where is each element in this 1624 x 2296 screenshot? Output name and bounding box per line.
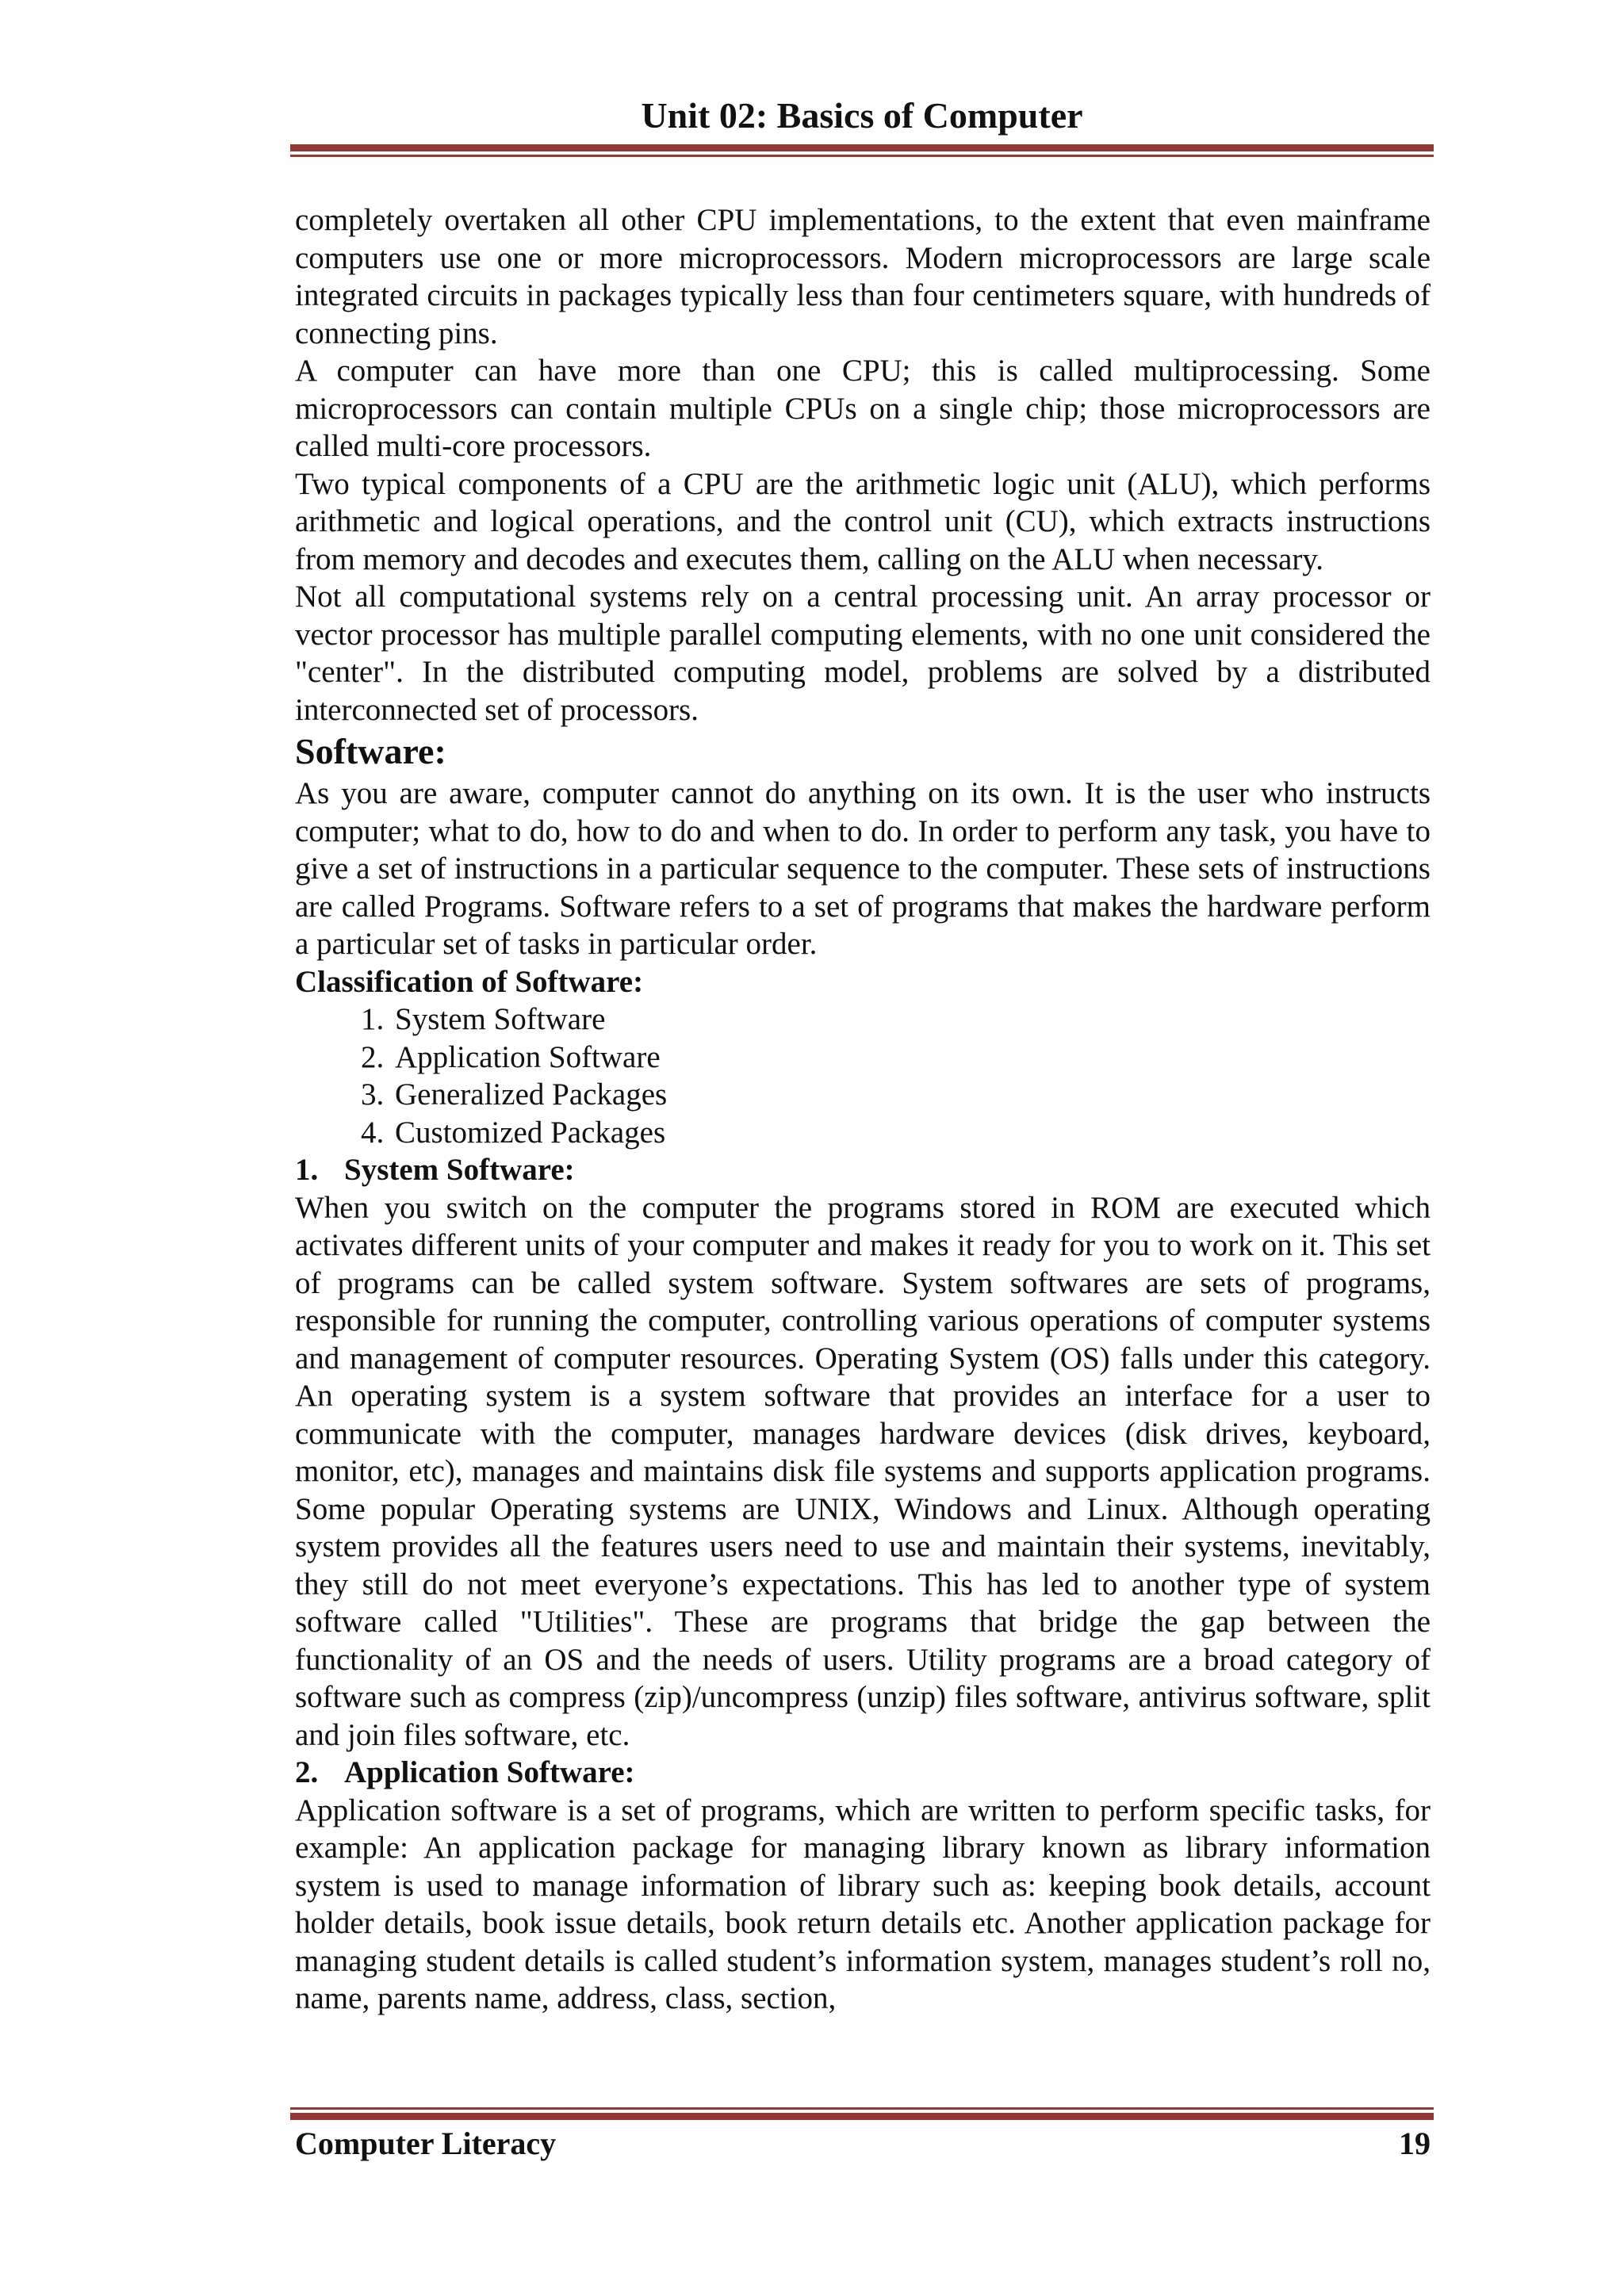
system-software-number: 1. xyxy=(295,1153,319,1187)
page-footer xyxy=(295,2125,1431,2163)
application-software-number: 2. xyxy=(295,1755,319,1789)
footer-rule xyxy=(290,2107,1434,2120)
footer-page-number: 19 xyxy=(1399,2126,1431,2161)
footer-rule-thin xyxy=(290,2107,1434,2110)
software-paragraph: As you are aware, computer cannot do anything on its own. It is the user who instructs computer; what to do, how to do and when to do. In order to perform any task, you have to give a set of instructions in a particular sequence to the computer. These sets of instructions are called Programs. Software refers to a set of programs that makes the hardware perform a particular set of tasks in particular order. xyxy=(295,776,1431,961)
footer-book-title: Computer Literacy xyxy=(295,2126,557,2161)
page-body xyxy=(295,201,1431,2018)
classification-list-item: 3. Generalized Packages xyxy=(392,1076,1431,1114)
system-software-heading-text: System Software: xyxy=(344,1153,575,1187)
header-rule-thick xyxy=(290,144,1434,151)
application-software-heading-text: Application Software: xyxy=(344,1755,635,1789)
application-software-paragraph: Application software is a set of programs, which are written to perform specific tasks, for example: An application package for managing library known as library information system is used to manage information of library such as: keeping book details, account holder details, book issue details, book return details etc. Another application package for managing student details is called student’s information system, manages student’s roll no, name, parents name, address, class, section, xyxy=(295,1793,1431,2015)
body-paragraph: Two typical components of a CPU are the arithmetic logic unit (ALU), which performs arithmetic and logical operations, and the control unit (CU), which extracts instructions from memory and decodes and executes them, calling on the ALU when necessary. xyxy=(295,466,1431,576)
header-rule xyxy=(290,144,1434,157)
classification-list-item: 4. Customized Packages xyxy=(392,1114,1431,1152)
classification-heading: Classification of Software: xyxy=(295,964,644,999)
body-paragraph: A computer can have more than one CPU; this is called multiprocessing. Some microprocessors can contain multiple CPUs on a single chip; those microprocessors are called multi-core processors. xyxy=(295,354,1431,463)
software-heading: Software: xyxy=(295,731,446,771)
system-software-paragraph: When you switch on the computer the programs stored in ROM are executed which activates different units of your computer and makes it ready for you to work on it. This set of programs can be called system software. System softwares are sets of programs, responsible for running the computer, controlling various operations of computer systems and management of computer resources. Operating System (OS) falls under this category. An operating system is a system software that provides an interface for a user to communicate with the computer, manages hardware devices (disk drives, keyboard, monitor, etc), manages and maintains disk file systems and supports application programs. Some popular Operating systems are UNIX, Windows and Linux. Although operating system provides all the features users need to use and maintain their systems, inevitably, they still do not meet everyone’s expectations. This has led to another type of system software called "Utilities". These are programs that bridge the gap between the functionality of an OS and the needs of users. Utility programs are a broad category of software such as compress (zip)/uncompress (unzip) files software, antivirus software, split and join files software, etc. xyxy=(295,1190,1431,1752)
application-software-heading xyxy=(295,1754,1431,1792)
body-paragraph: completely overtaken all other CPU implementations, to the extent that even mainframe computers use one or more microprocessors. Modern microprocessors are large scale integrated circuits in packages typically less than four centimeters square, with hundreds of connecting pins. xyxy=(295,203,1431,350)
system-software-heading xyxy=(295,1151,1431,1189)
footer-rule-thick xyxy=(290,2113,1434,2120)
classification-list xyxy=(295,1001,1431,1151)
header-rule-thin xyxy=(290,155,1434,157)
classification-list-item: 1. System Software xyxy=(392,1001,1431,1039)
body-paragraph: Not all computational systems rely on a central processing unit. An array processor or vector processor has multiple parallel computing elements, with no one unit considered the "center". In the distributed computing model, problems are solved by a distributed interconnected set of processors. xyxy=(295,580,1431,727)
page-header-title: Unit 02: Basics of Computer xyxy=(641,95,1083,136)
classification-list-item: 2. Application Software xyxy=(392,1039,1431,1077)
